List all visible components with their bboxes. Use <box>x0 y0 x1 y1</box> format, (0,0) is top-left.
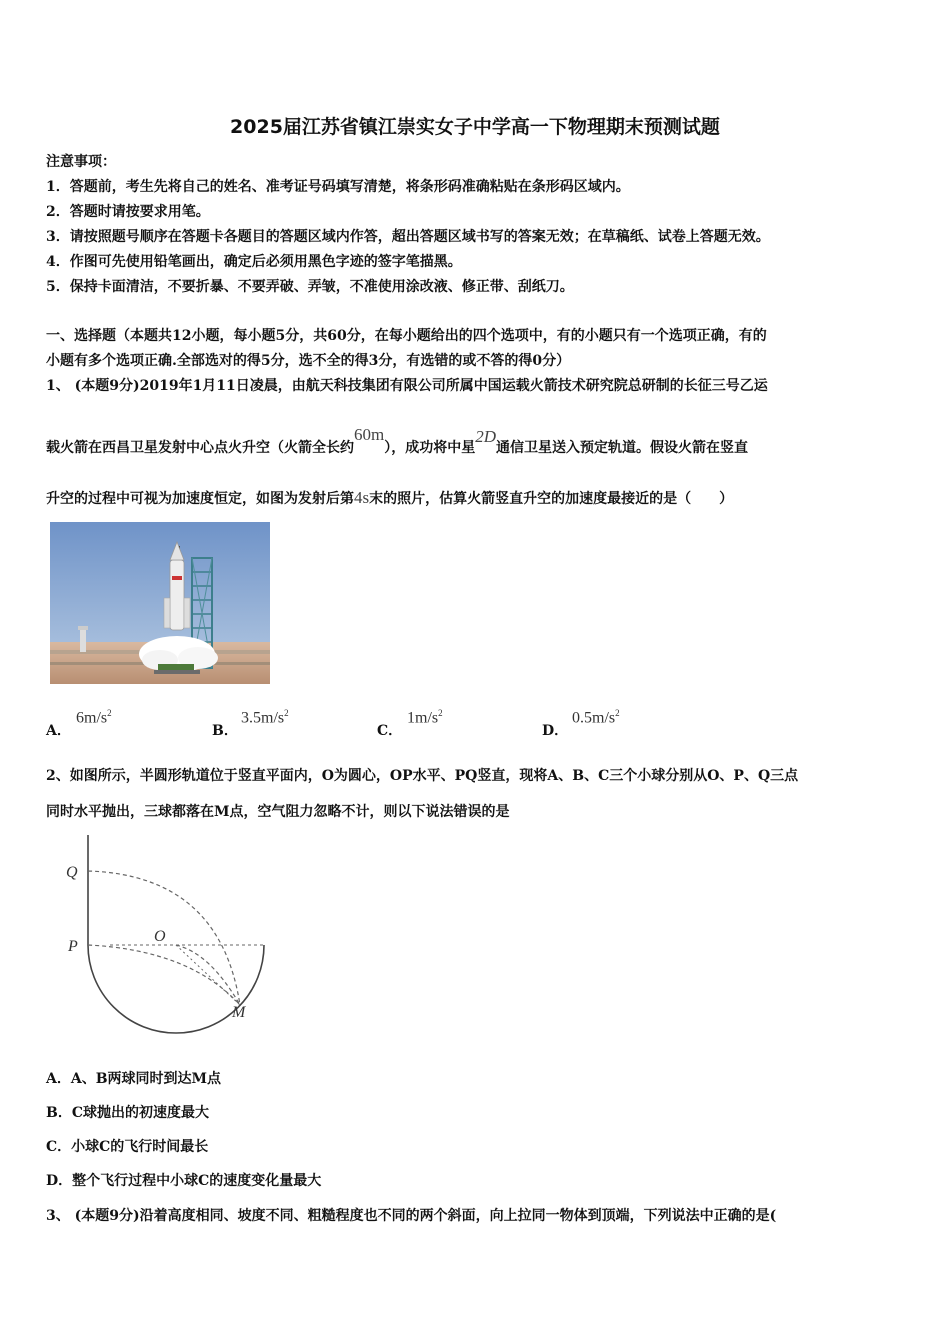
q1-option-d-value <box>572 708 620 727</box>
q2-line2: 同时水平抛出，三球都落在M点，空气阻力忽略不计，则以下说法错误的是 <box>46 804 510 820</box>
q1-time: 4s <box>354 488 370 507</box>
label-p: P <box>68 938 78 955</box>
q1-option-a-exp: 2 <box>107 708 112 718</box>
q1-option-a-unit: 6m/s <box>76 709 108 727</box>
q1-line3-part2: 末的照片，估算火箭竖直升空的加速度最接近的是（ ） <box>369 491 734 507</box>
q3-line1: 3、 (本题9分)沿着高度相同、坡度不同、粗糙程度也不同的两个斜面，向上拉同一物体到顶端，下列说法中正确的是( <box>46 1208 777 1224</box>
page-title: 2025届江苏省镇江崇实女子中学高一下物理期末预测试题 <box>230 116 720 138</box>
notice-item-3: 3．请按照题号顺序在答题卡各题目的答题区域内作答，超出答题区域书写的答案无效；在草稿纸、试卷上答题无效。 <box>46 229 770 245</box>
label-o: O <box>154 928 166 945</box>
notice-item-5: 5．保持卡面清洁，不要折暴、不要弄破、弄皱，不准使用涂改液、修正带、刮纸刀。 <box>46 279 574 295</box>
q1-option-d-exp: 2 <box>615 708 620 718</box>
q1-line2-part2: ），成功将中星 <box>384 440 476 456</box>
q1-option-b-letter: B． <box>212 723 238 739</box>
q2-option-d: D．整个飞行过程中小球C的速度变化量最大 <box>46 1173 322 1189</box>
q1-option-b-unit: 3.5m/s <box>241 709 285 727</box>
q1-length: 60m <box>354 425 385 444</box>
q2-option-b: B．C球抛出的初速度最大 <box>46 1105 209 1121</box>
notice-item-4: 4．作图可先使用铅笔画出，确定后必须用黑色字迹的签字笔描黑。 <box>46 254 462 270</box>
q1-option-c-value <box>407 708 443 727</box>
trajectory-p <box>88 945 240 1005</box>
section-intro-line1: 一、选择题（本题共12小题，每小题5分，共60分，在每小题给出的四个选项中，有的小题只有一个选项正确，有的 <box>46 328 767 344</box>
notice-heading: 注意事项： <box>46 154 116 170</box>
q1-line1: 1、 (本题9分)2019年1月11日凌晨，由航天科技集团有限公司所属中国运载火箭技术研究院总研制的长征三号乙运 <box>46 378 768 394</box>
q1-option-b-value <box>241 708 289 727</box>
q1-option-c-unit: 1m/s <box>407 709 439 727</box>
q1-line3-part1: 升空的过程中可视为加速度恒定，如图为发射后第 <box>46 491 354 507</box>
label-q: Q <box>66 864 78 881</box>
semicircle-track-diagram <box>60 835 270 1035</box>
rocket-launch-photo <box>50 522 270 684</box>
q1-line2-part1: 载火箭在西昌卫星发射中心点火升空（火箭全长约 <box>46 440 354 456</box>
q1-option-a-letter: A． <box>46 723 71 739</box>
q1-line2-part3: 通信卫星送入预定轨道。假设火箭在竖直 <box>496 440 749 456</box>
q1-line2 <box>46 425 749 458</box>
q1-option-b-exp: 2 <box>284 708 289 718</box>
notice-item-1: 1．答题前，考生先将自己的姓名、准考证号码填写清楚，将条形码准确粘贴在条形码区域内。 <box>46 179 630 195</box>
q1-option-d-letter: D． <box>542 723 569 739</box>
q1-option-c-exp: 2 <box>438 708 443 718</box>
q1-satellite: 2D <box>475 427 497 446</box>
label-m: M <box>232 1004 246 1021</box>
q1-option-c-letter: C． <box>377 723 403 739</box>
q2-option-a: A．A、B两球同时到达M点 <box>46 1071 222 1087</box>
q1-option-a-value <box>76 708 112 727</box>
section-intro-line2: 小题有多个选项正确.全部选对的得5分，选不全的得3分，有选错的或不答的得0分） <box>46 353 571 369</box>
q1-option-d-unit: 0.5m/s <box>572 709 616 727</box>
q1-line3 <box>46 488 733 509</box>
notice-item-2: 2．答题时请按要求用笔。 <box>46 204 210 220</box>
q2-line1: 2、如图所示，半圆形轨道位于竖直平面内，O为圆心，OP水平、PQ竖直，现将A、B、C三个小球分别从O、P、Q三点 <box>46 768 799 784</box>
q2-option-c: C．小球C的飞行时间最长 <box>46 1139 209 1155</box>
